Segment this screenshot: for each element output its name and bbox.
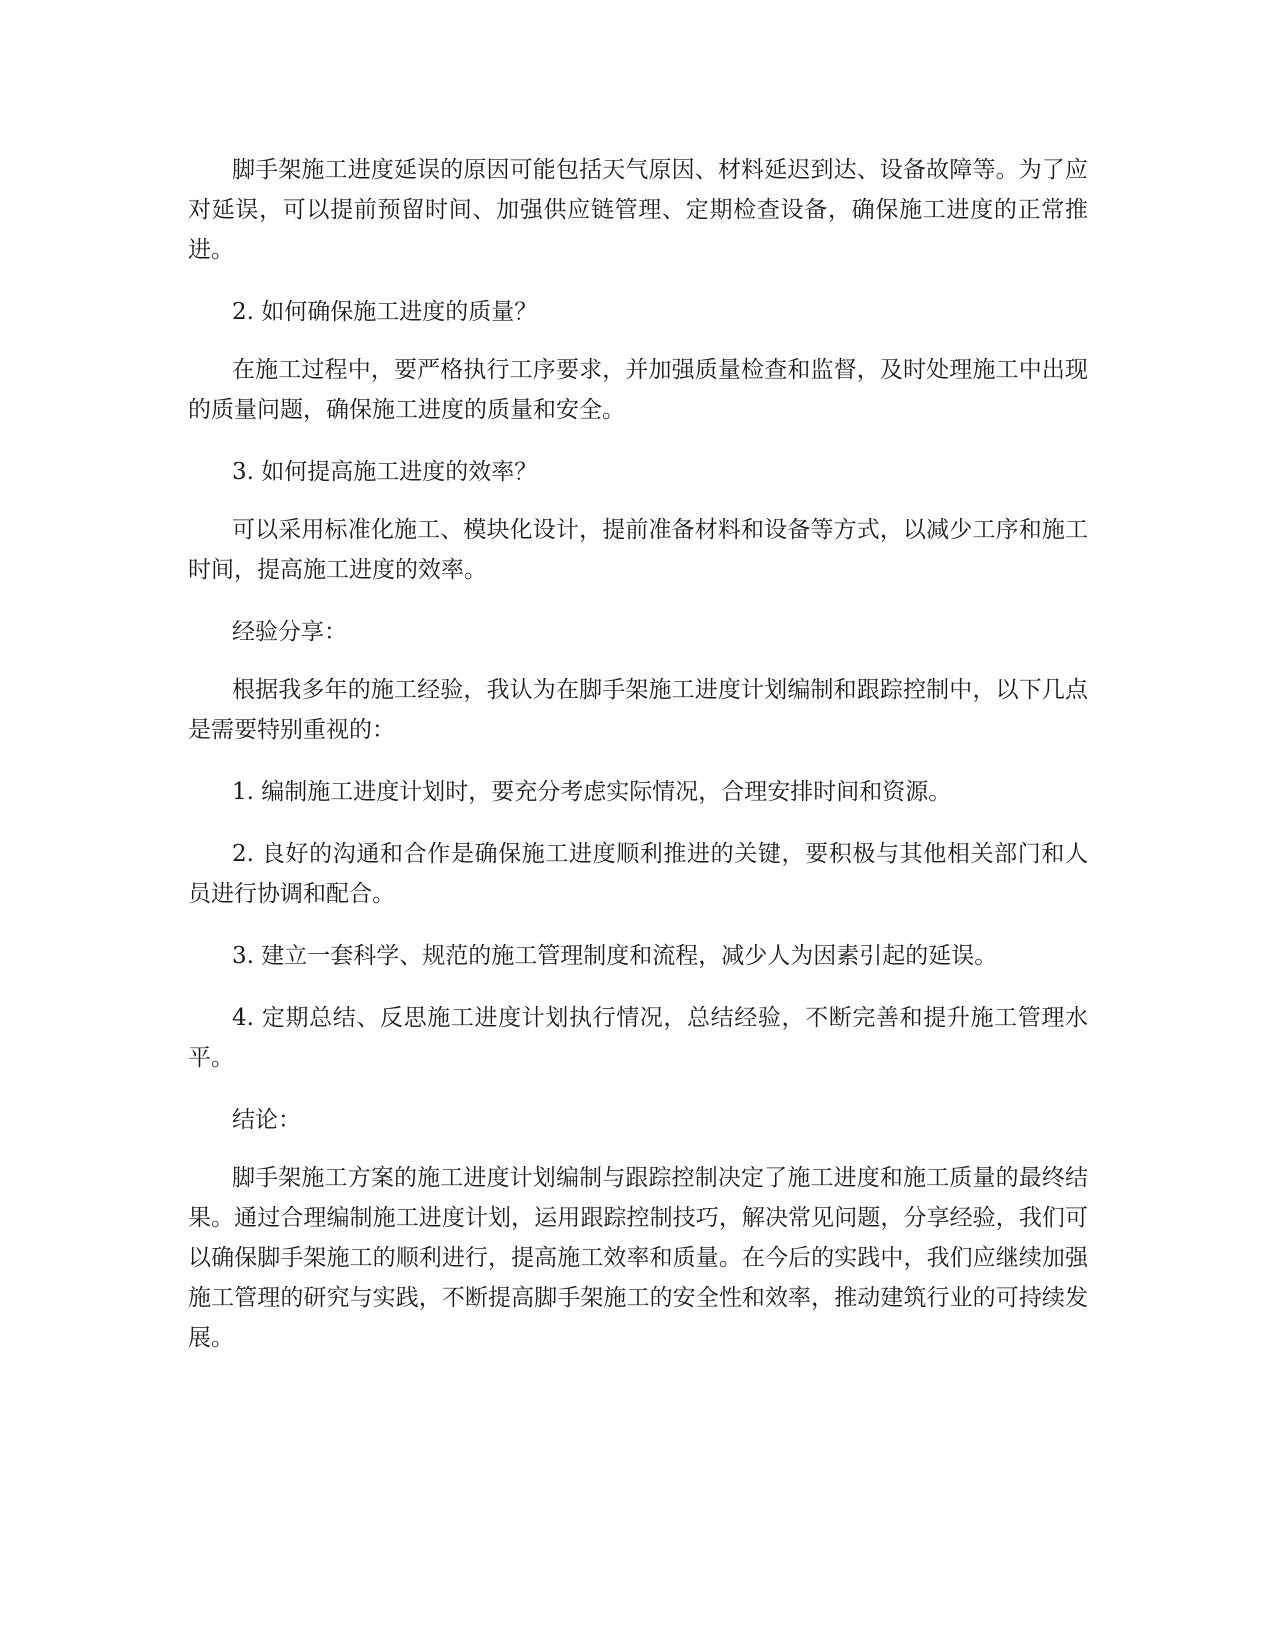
- paragraph-delay-causes: 脚手架施工进度延误的原因可能包括天气原因、材料延迟到达、设备故障等。为了应对延误，可以提前预留时间、加强供应链管理、定期检查设备，确保施工进度的正常推进。: [188, 157, 1088, 263]
- paragraph-experience-intro: 根据我多年的施工经验，我认为在脚手架施工进度计划编制和跟踪控制中，以下几点是需要特别重视的：: [188, 677, 1088, 743]
- heading-conclusion: 结论：: [232, 1107, 301, 1133]
- paragraph-efficiency-answer: 可以采用标准化施工、模块化设计，提前准备材料和设备等方式，以减少工序和施工时间，提高施工进度的效率。: [188, 517, 1088, 583]
- paragraph-quality-answer: 在施工过程中，要严格执行工序要求，并加强质量检查和监督，及时处理施工中出现的质量问题，确保施工进度的质量和安全。: [188, 357, 1088, 423]
- list-item-1: 1. 编制施工进度计划时，要充分考虑实际情况，合理安排时间和资源。: [232, 779, 952, 805]
- paragraph-conclusion: 脚手架施工方案的施工进度计划编制与跟踪控制决定了施工进度和施工质量的最终结果。通过合理编制施工进度计划，运用跟踪控制技巧，解决常见问题，分享经验，我们可以确保脚手架施工的顺利进行，提高施工效率和质量。在今后的实践中，我们应继续加强施工管理的研究与实践，不断提高脚手架施工的安全性和效率，推动建筑行业的可持续发展。: [188, 1165, 1088, 1351]
- question-quality: 2. 如何确保施工进度的质量？: [232, 299, 538, 325]
- question-efficiency: 3. 如何提高施工进度的效率？: [232, 459, 538, 485]
- document-body: [188, 150, 1088, 1380]
- list-item-2: 2. 良好的沟通和合作是确保施工进度顺利推进的关键，要积极与其他相关部门和人员进行协调和配合。: [188, 841, 1088, 907]
- list-item-4: 4. 定期总结、反思施工进度计划执行情况，总结经验，不断完善和提升施工管理水平。: [188, 1005, 1088, 1071]
- heading-experience-sharing: 经验分享：: [232, 619, 347, 645]
- list-item-3: 3. 建立一套科学、规范的施工管理制度和流程，减少人为因素引起的延误。: [232, 943, 998, 969]
